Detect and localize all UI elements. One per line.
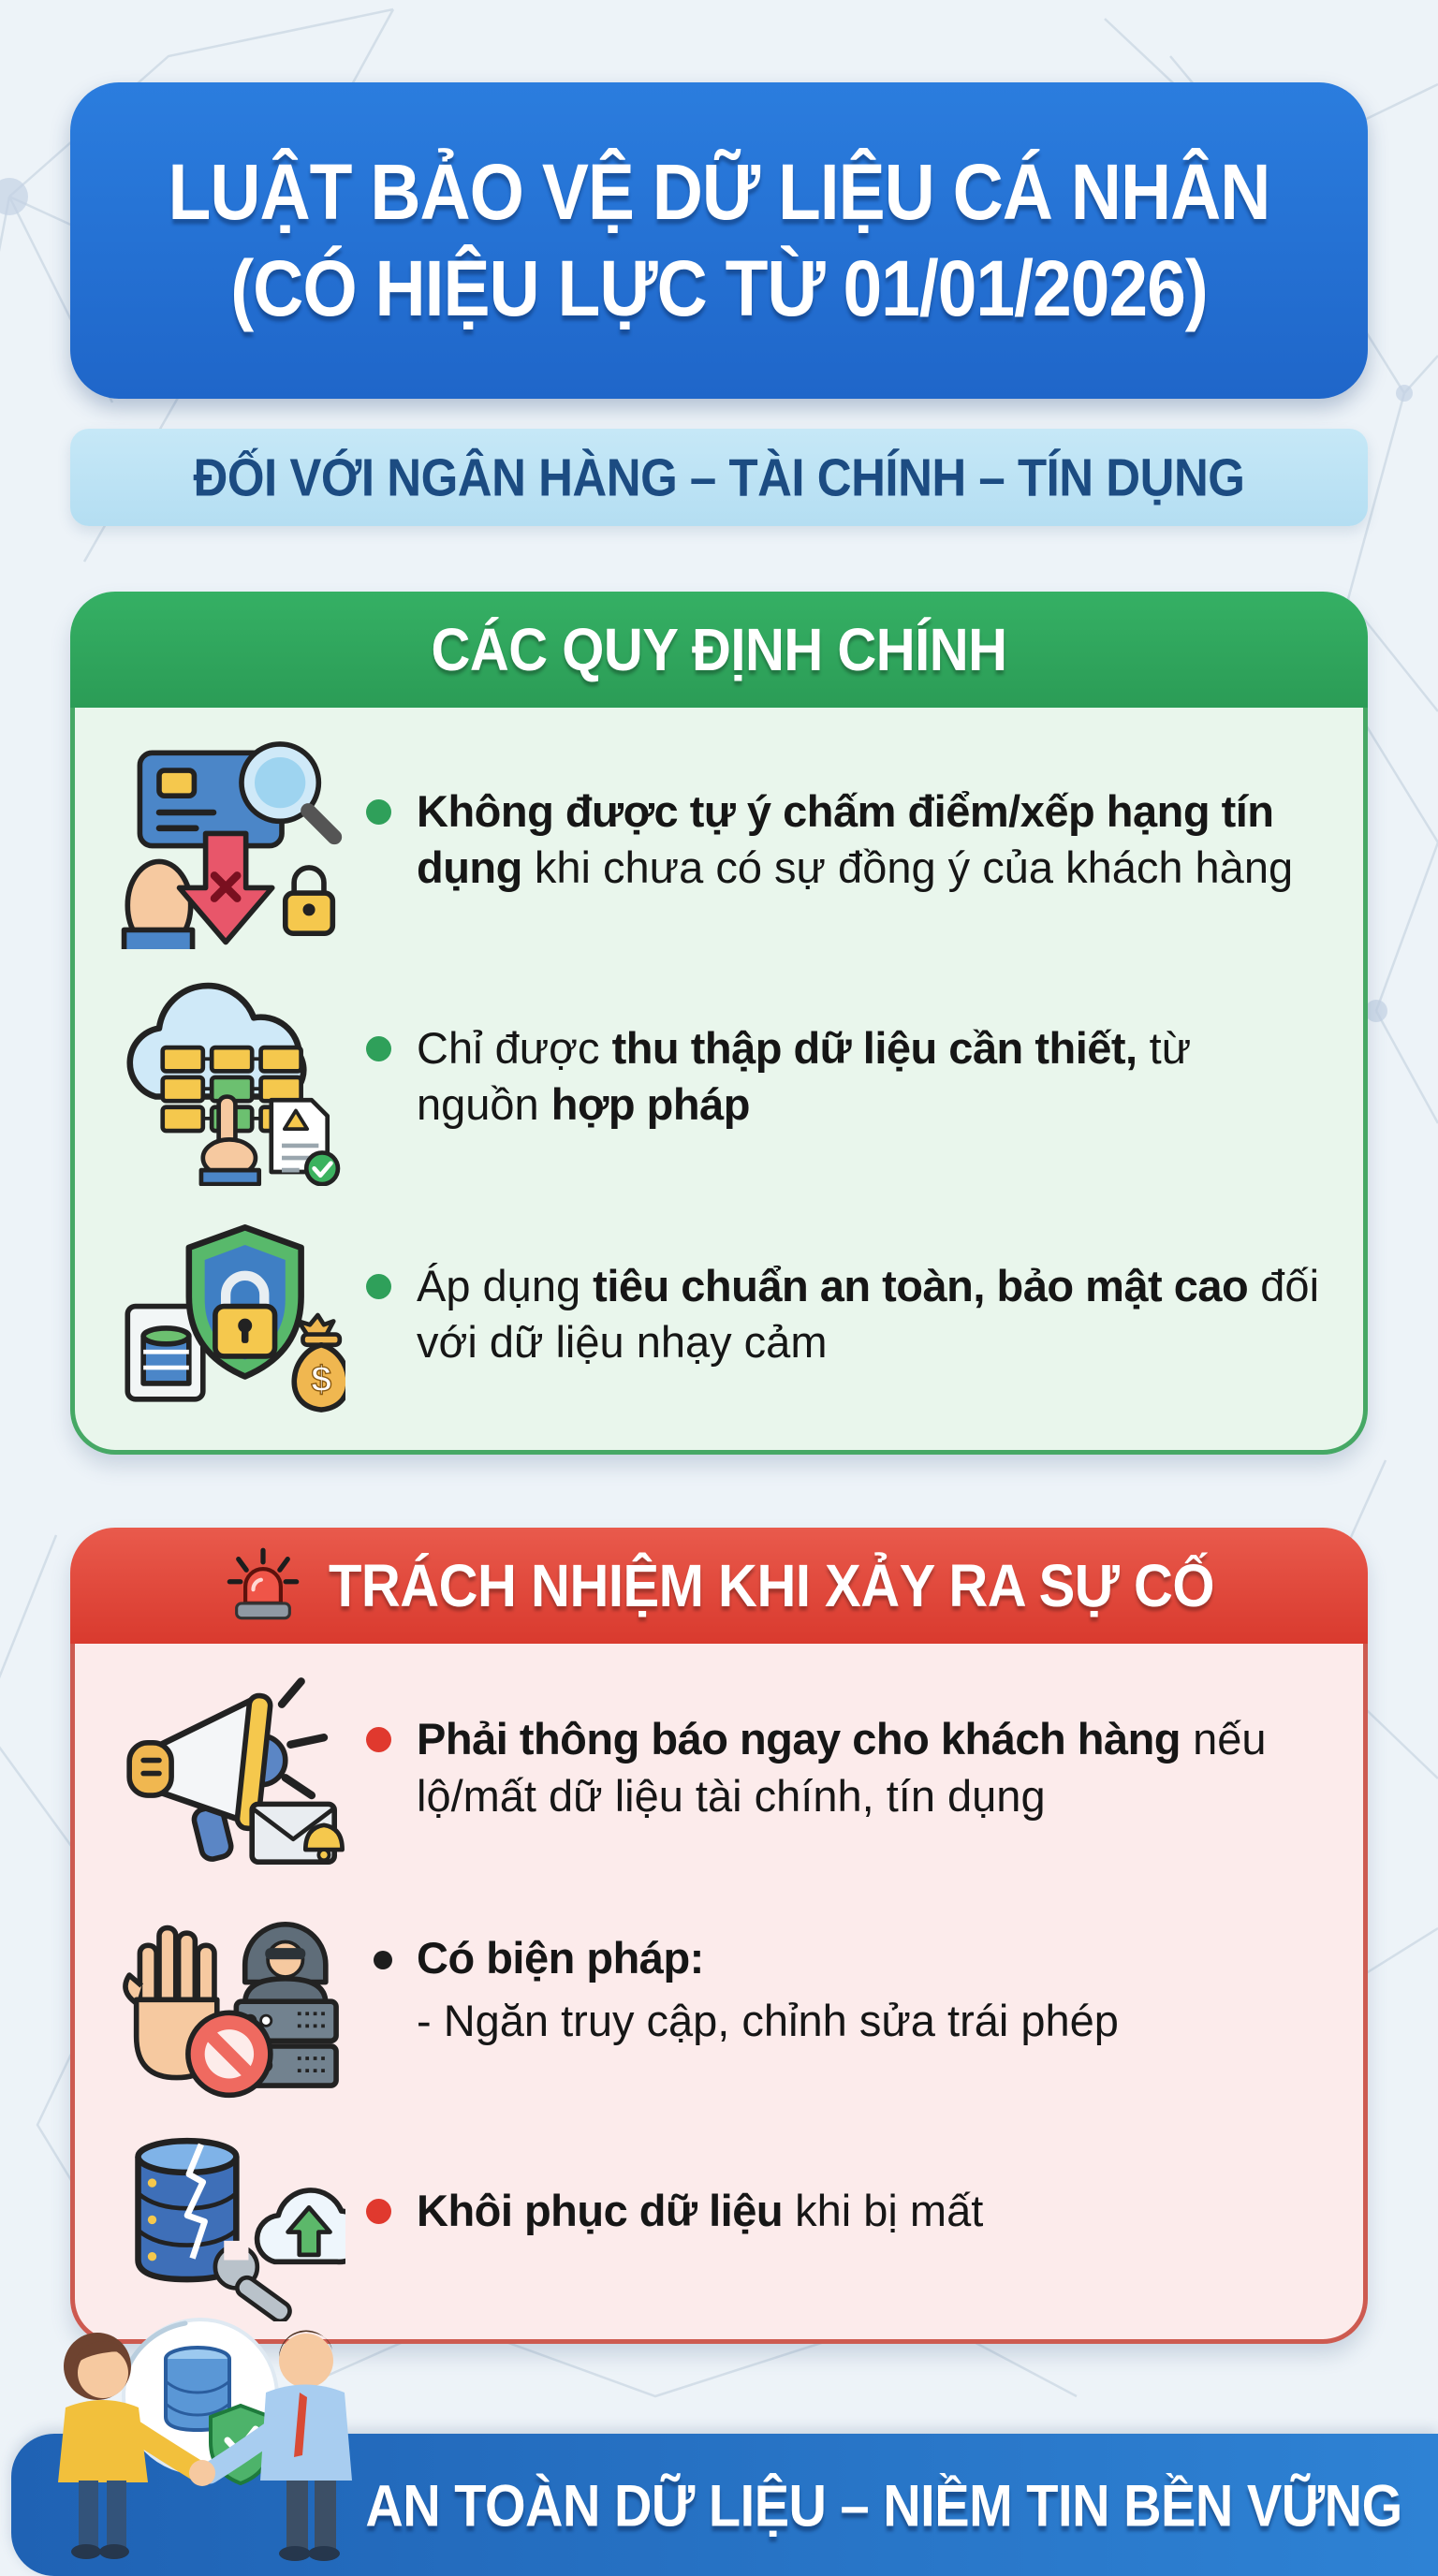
title-banner: [70, 82, 1368, 399]
siren-icon: [224, 1546, 302, 1625]
handshake-data-illustration: [13, 2286, 418, 2576]
footer-slogan: AN TOÀN DỮ LIỆU – NIỀM TIN BỀN VỮNG: [365, 2471, 1402, 2539]
responsibility-item-row: [94, 1881, 1324, 2100]
bullet-dot: [366, 2199, 391, 2224]
regulations-card: [70, 592, 1368, 1455]
credit-score-lock-icon: [94, 730, 360, 949]
block-hacker-icon: [94, 1881, 360, 2100]
bullet-dot: [374, 1951, 392, 1969]
responsibility-item-text: Phải thông báo ngay cho khách hàng nếu lộ/mất dữ liệu tài chính, tín dụng: [360, 1711, 1324, 1823]
bullet-dot: [366, 1727, 391, 1752]
regulations-body: [70, 708, 1368, 1455]
regulation-item-text: Áp dụng tiêu chuẩn an toàn, bảo mật cao đối với dữ liệu nhạy cảm: [360, 1258, 1324, 1370]
responsibilities-header: [70, 1528, 1368, 1644]
regulation-item-text: Không được tự ý chấm điểm/xếp hạng tín dụng khi chưa có sự đồng ý của khách hàng: [360, 783, 1324, 896]
responsibilities-body: [70, 1644, 1368, 2344]
page-title-line2: (CÓ HIỆU LỰC TỪ 01/01/2026): [230, 243, 1208, 332]
responsibility-item-row: [94, 1659, 1324, 1878]
responsibilities-card: [70, 1528, 1368, 2344]
regulations-title: CÁC QUY ĐỊNH CHÍNH: [431, 616, 1007, 683]
responsibility-item-text: Khôi phục dữ liệu khi bị mất: [360, 2183, 1324, 2239]
regulation-item-row: [94, 730, 1324, 949]
regulation-item-row: [94, 967, 1324, 1186]
svg-text:$: $: [310, 1358, 331, 1400]
cloud-data-collect-icon: [94, 967, 360, 1186]
page-title-line1: LUẬT BẢO VỆ DỮ LIỆU CÁ NHÂN: [168, 147, 1270, 236]
responsibilities-title: TRÁCH NHIỆM KHI XẢY RA SỰ CỐ: [328, 1552, 1215, 1619]
subtitle-bar: [70, 429, 1368, 526]
regulation-item-row: [94, 1205, 1324, 1424]
megaphone-alert-icon: [94, 1659, 360, 1878]
shield-lock-money-icon: [94, 1205, 360, 1424]
bullet-dot: [366, 799, 391, 825]
regulation-item-text: Chỉ được thu thập dữ liệu cần thiết, từ nguồn hợp pháp: [360, 1020, 1324, 1133]
bullet-dot: [366, 1274, 391, 1299]
regulations-header: [70, 592, 1368, 708]
bullet-dot: [366, 1036, 391, 1061]
subtitle-text: ĐỐI VỚI NGÂN HÀNG – TÀI CHÍNH – TÍN DỤNG: [193, 447, 1245, 507]
responsibility-item-text: Có biện pháp: - Ngăn truy cập, chỉnh sửa trái phép: [360, 1930, 1324, 2048]
